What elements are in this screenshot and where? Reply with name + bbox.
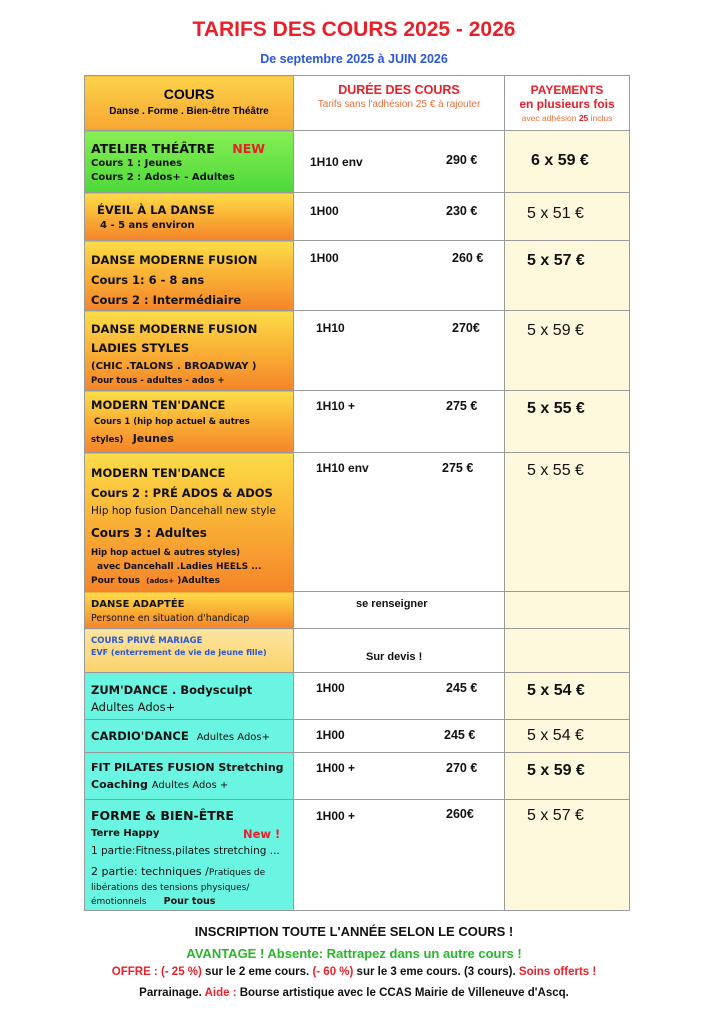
r2-l2: 4 - 5 ans environ: [100, 220, 195, 231]
r3-l3: Cours 2 : Intermédiaire: [91, 293, 242, 307]
r1-l3: Cours 2 : Ados+ - Adultes: [91, 172, 235, 183]
footer-parrainage: Parrainage.: [139, 987, 205, 999]
page-title: TARIFS DES COURS 2025 - 2026: [192, 18, 516, 41]
r12-badge: New !: [243, 827, 281, 841]
page-subtitle: De septembre 2025 à JUIN 2026: [260, 52, 448, 66]
r1-l2: Cours 1 : Jeunes: [91, 158, 183, 169]
r10-price: 245 €: [444, 728, 476, 742]
row-cardiodance: [85, 720, 630, 753]
r1-title: ATELIER THÉÂTRE: [91, 141, 215, 156]
r5-l2: Cours 1 (hip hop actuel & autres: [94, 417, 250, 427]
row-forme-bien-etre: [85, 800, 630, 911]
r1-price: 290 €: [446, 153, 478, 167]
header-pay-title-1: PAYEMENTS: [530, 83, 604, 97]
r9-duration: 1H00: [316, 681, 345, 695]
header-row: [85, 76, 630, 131]
r5-price: 275 €: [446, 399, 478, 413]
header-cours: [85, 76, 294, 131]
r2-duration: 1H00: [310, 204, 339, 218]
r12-l6b: Pour tous: [163, 896, 216, 907]
r3-l2: Cours 1: 6 - 8 ans: [91, 273, 205, 287]
header-duree: [294, 76, 505, 131]
row-atelier-theatre: [85, 131, 630, 193]
r5-duration: 1H10 +: [316, 399, 356, 413]
r10-title: CARDIO'DANCE: [91, 729, 189, 743]
r12-price: 260€: [446, 807, 474, 821]
r5-title: MODERN TEN'DANCE: [91, 398, 226, 412]
header-cours-sub: Danse . Forme . Bien-être Théâtre: [109, 106, 269, 117]
r3-payment: 5 x 57 €: [527, 252, 585, 269]
r10-title-suffix: Adultes Ados+: [196, 732, 271, 743]
r6-l2: Cours 2 : PRÉ ADOS & ADOS: [91, 486, 273, 500]
r3-duration: 1H00: [310, 251, 339, 265]
r7-title: DANSE ADAPTÉE: [91, 599, 185, 610]
r4-l4: Pour tous - adultes - ados +: [91, 376, 225, 386]
r11-title: FIT PILATES FUSION Stretching: [91, 761, 284, 774]
r1-duration: 1H10 env: [310, 155, 363, 169]
r2-title: ÉVEIL À LA DANSE: [97, 203, 215, 217]
r9-l2: Adultes Ados+: [91, 700, 176, 714]
r12-l3: 1 partie:Fitness,pilates stretching ...: [91, 845, 280, 857]
header-cours-title: COURS: [163, 86, 215, 102]
r5-payment: 5 x 55 €: [527, 400, 585, 417]
r6-l7b: (ados+: [146, 577, 175, 585]
r6-duration: 1H10 env: [316, 461, 369, 475]
r12-l2: Terre Happy: [91, 828, 160, 839]
r12-l6a: émotionnels: [91, 897, 147, 907]
r9-title: ZUM'DANCE . Bodysculpt: [91, 683, 253, 697]
footer-line3-b: sur le 2 eme cours.: [201, 966, 313, 978]
r6-title: MODERN TEN'DANCE: [91, 466, 226, 480]
footer-aide: Aide :: [204, 987, 237, 999]
header-duree-sub: Tarifs sans l'adhésion 25 € à rajouter: [317, 99, 481, 110]
r3-title: DANSE MODERNE FUSION: [91, 253, 258, 267]
header-pay-sub-a: avec adhésion: [521, 113, 579, 123]
r9-payment: 5 x 54 €: [527, 682, 585, 699]
footer-line-4: [0, 987, 708, 999]
r3-price: 260 €: [452, 251, 484, 265]
r8-l1: COURS PRIVÉ MARIAGE: [91, 636, 203, 646]
row-danse-moderne-fusion-1: [85, 241, 630, 311]
r12-l4a: 2 partie: techniques /: [91, 865, 209, 878]
r11-l2a: Coaching: [91, 778, 148, 791]
row-danse-moderne-ladies: [85, 311, 630, 391]
r11-payment: 5 x 59 €: [527, 762, 585, 779]
r5-l3a: styles): [91, 435, 124, 445]
footer-offre: OFFRE : (- 25 %): [111, 966, 202, 978]
r8-l2: EVF (enterrement de vie de jeune fille): [91, 648, 267, 657]
footer-offre-60: (- 60 %): [312, 966, 354, 978]
r6-payment: 5 x 55 €: [527, 462, 584, 479]
tarifs-table: [84, 75, 630, 911]
header-payements: [505, 76, 630, 131]
footer-soins: Soins offerts !: [518, 966, 597, 978]
row-cours-prive-mariage: [85, 629, 630, 673]
row-danse-adaptee: [85, 592, 630, 629]
r4-l2: LADIES STYLES: [91, 341, 190, 355]
r12-payment: 5 x 57 €: [527, 807, 584, 824]
r1-badge: NEW: [232, 141, 266, 156]
r6-price: 275 €: [442, 461, 474, 475]
r11-l2b: Adultes Ados +: [151, 780, 229, 791]
footer-bourse: Bourse artistique avec le CCAS Mairie de Villeneuve d'Ascq.: [236, 987, 569, 999]
row-modern-tendance-2: [85, 453, 630, 592]
r4-duration: 1H10: [316, 321, 345, 335]
header-pay-sub-c: inclus: [588, 113, 613, 123]
r12-title: FORME & BIEN-ÊTRE: [91, 808, 234, 823]
r7-note: se renseigner: [356, 598, 428, 610]
row-eveil-danse: [85, 193, 630, 241]
header-pay-title-2: en plusieurs fois: [519, 97, 615, 111]
header-pay-sub-b: 25: [578, 113, 589, 123]
r2-price: 230 €: [446, 204, 478, 218]
row-zumdance: [85, 673, 630, 720]
footer-line-1: INSCRIPTION TOUTE L'ANNÉE SELON LE COURS !: [194, 924, 514, 939]
footer-line-2: AVANTAGE ! Absente: Rattrapez dans un autre cours !: [186, 946, 522, 961]
footer-line-3: [0, 966, 708, 978]
header-duree-title: DURÉE DES COURS: [338, 83, 460, 97]
r5-l3b: Jeunes: [132, 432, 174, 445]
r2-payment: 5 x 51 €: [527, 205, 584, 222]
r6-l4: Cours 3 : Adultes: [91, 526, 207, 540]
r8-note: Sur devis !: [366, 651, 423, 663]
r12-duration: 1H00 +: [316, 809, 356, 823]
row-modern-tendance-1: [85, 391, 630, 453]
footer-line3-d: sur le 3 eme cours. (3 cours).: [353, 966, 519, 978]
r10-payment: 5 x 54 €: [527, 727, 584, 744]
r11-duration: 1H00 +: [316, 761, 356, 775]
r1-payment: 6 x 59 €: [531, 152, 589, 169]
r6-l5: Hip hop actuel & autres styles): [91, 548, 241, 558]
r10-duration: 1H00: [316, 728, 345, 742]
r6-l7a: Pour tous: [91, 576, 141, 586]
r7-l2: Personne en situation d'handicap: [91, 613, 250, 624]
r9-price: 245 €: [446, 681, 478, 695]
r6-l3: Hip hop fusion Dancehall new style: [91, 505, 276, 517]
r6-l7c: )Adultes: [177, 576, 220, 586]
r12-l5: libérations des tensions physiques/: [91, 883, 250, 893]
r12-l4b: Pratiques de: [208, 868, 266, 878]
r11-price: 270 €: [446, 761, 478, 775]
r4-l3: (CHIC .TALONS . BROADWAY ): [91, 361, 257, 372]
r4-price: 270€: [452, 321, 480, 335]
r6-l6: avec Dancehall .Ladies HEELS ...: [97, 562, 262, 572]
r4-payment: 5 x 59 €: [527, 322, 584, 339]
r4-title: DANSE MODERNE FUSION: [91, 322, 258, 336]
row-fit-pilates: [85, 753, 630, 800]
